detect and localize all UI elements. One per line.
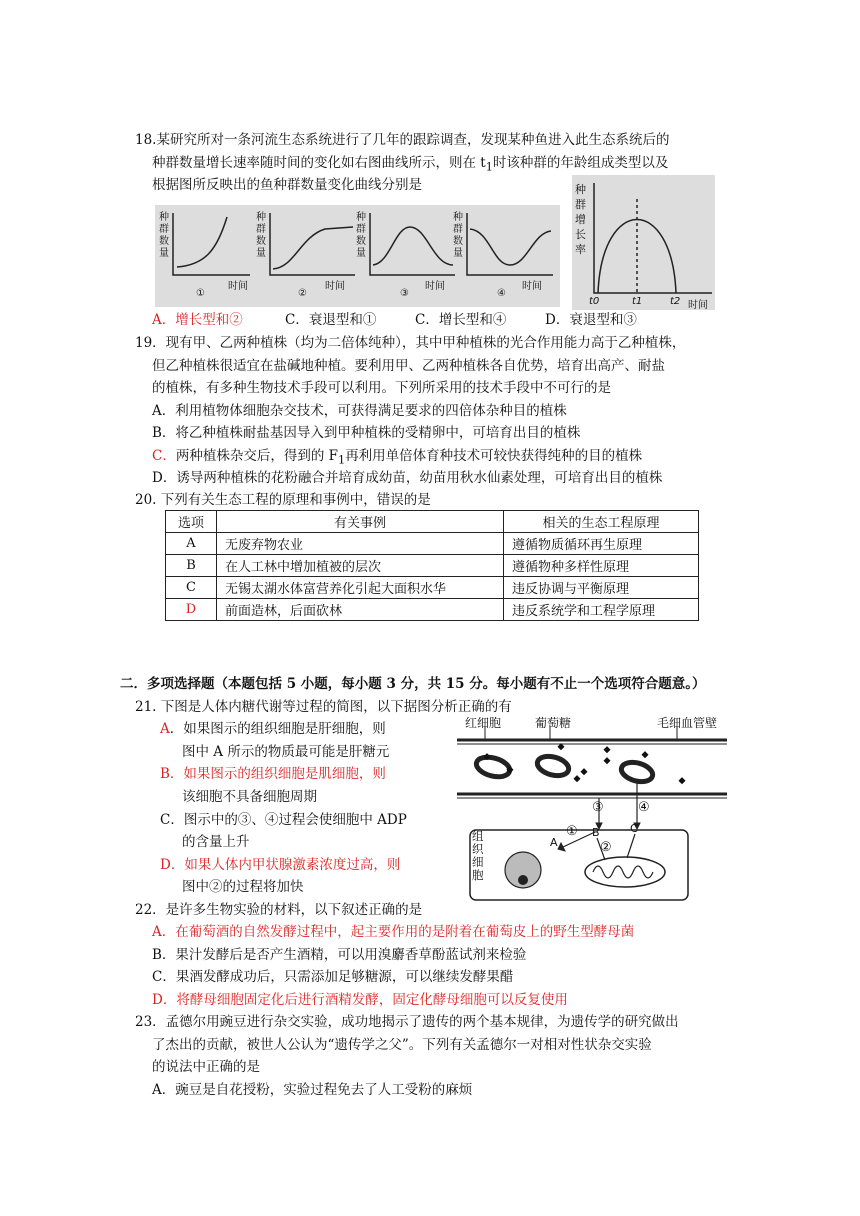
label-process-2: ② (600, 840, 612, 855)
graph4-xlabel: 时间 (522, 281, 542, 292)
t2-label: t2 (670, 296, 681, 307)
graph3-number: ③ (400, 288, 409, 299)
table-header-row (166, 511, 699, 533)
graph2-xlabel: 时间 (325, 281, 345, 292)
q22-option-d[interactable]: D．将酵母细胞固定化后进行酒精发酵，固定化酵母细胞可以反复使用 (152, 992, 568, 1008)
label-A: A (550, 836, 558, 849)
q18-stem-1: 某研究所对一条河流生态系统进行了几年的跟踪调查，发现某种鱼进入此生态系统后的 (156, 132, 670, 148)
q21-option-a[interactable]: A．如果图示的组织细胞是肝细胞，则 (160, 721, 386, 737)
q18-stem-2b: 时该种群的年龄组成类型以及 (492, 155, 669, 171)
graph2-ylabel: 种群数量 (256, 212, 266, 259)
row-option: A (166, 533, 217, 555)
q18-option-d[interactable]: D．衰退型和③ (545, 312, 637, 328)
q19-stem-2: 但乙种植株很适宜在盐碱地种植。要利用甲、乙两种植株各自优势，培育出高产、耐盐 (152, 358, 665, 374)
label-tissue-cell: 组织细胞 (472, 829, 484, 882)
q23-option-a[interactable]: A．豌豆是自花授粉，实验过程免去了人工受粉的麻烦 (152, 1082, 473, 1098)
t1-label: t1 (632, 296, 643, 307)
table-row (166, 599, 699, 621)
graph4-ylabel: 种群数量 (453, 212, 463, 259)
row-example: 无锡太湖水体富营养化引起大面积水华 (217, 577, 504, 599)
graph4-number: ④ (497, 288, 506, 299)
q21-option-c-2: 的含量上升 (182, 834, 250, 850)
row-example: 在人工林中增加植被的层次 (217, 555, 504, 577)
q18-line1 (135, 130, 669, 150)
q21-stem: 21. 下图是人体内糖代谢等过程的简图，以下据图分析正确的有 (135, 699, 512, 715)
row-principle: 违反系统学和工程学原理 (504, 599, 699, 621)
tissue-cell (470, 830, 688, 900)
q19-option-a[interactable]: A．利用植物体细胞杂交技术，可获得满足要求的四倍体杂种目的植株 (152, 403, 567, 419)
q22-option-c[interactable]: C．果酒发酵成功后，只需添加足够糖源，可以继续发酵果醋 (152, 969, 514, 985)
row-principle: 遵循物种多样性原理 (504, 555, 699, 577)
graph2-curve-s (273, 227, 353, 269)
q23-stem-3: 的说法中正确的是 (152, 1059, 260, 1075)
q18-stem-3: 根据图所反映出的鱼种群数量变化曲线分别是 (152, 177, 422, 193)
row-principle: 遵循物质循环再生原理 (504, 533, 699, 555)
label-process-3: ③ (592, 800, 604, 815)
q18-line2 (152, 153, 668, 178)
q20-table (165, 510, 699, 621)
q18-big-graph (572, 175, 715, 310)
section-2-heading: 二．多项选择题（本题包括 5 小题，每小题 3 分，共 15 分。每小题有不止一个选项符合题意。） (120, 676, 706, 692)
graph1-ylabel: 种群数量 (159, 212, 169, 259)
q19-option-c[interactable] (152, 446, 642, 471)
q20-stem: 20. 下列有关生态工程的原理和事例中，错误的是 (135, 492, 431, 508)
label-red-blood-cell: 红细胞 (465, 716, 502, 730)
q21-option-b[interactable]: B．如果图示的组织细胞是肌细胞，则 (160, 766, 386, 782)
graph4-curve-valley (470, 229, 551, 265)
red-blood-cell (619, 759, 655, 785)
q23-stem-1: 23．孟德尔用豌豆进行杂交实验，成功地揭示了遗传的两个基本规律，为遗传学的研究做出 (135, 1014, 679, 1030)
q21-option-b-2: 该细胞不具备细胞周期 (182, 789, 317, 805)
q18-stem-2: 种群数量增长速率随时间的变化如右图曲线所示，则在 t (152, 155, 486, 171)
q22-option-a[interactable]: A．在葡萄酒的自然发酵过程中，起主要作用的是附着在葡萄皮上的野生型酵母菌 (152, 924, 635, 940)
graph1-xlabel: 时间 (228, 281, 248, 292)
graph1-number: ① (196, 288, 205, 299)
q21-option-a-2: 图中 A 所示的物质最可能是肝糖元 (182, 744, 390, 760)
row-option: B (166, 555, 217, 577)
graph3-xlabel: 时间 (425, 281, 445, 292)
table-row (166, 577, 699, 599)
label-C: C (630, 822, 638, 835)
q19-option-d[interactable]: D．诱导两种植株的花粉融合并培育成幼苗，幼苗用秋水仙素处理，可培育出目的植株 (152, 470, 663, 486)
q22-option-b[interactable]: B．果汁发酵后是否产生酒精，可以用溴麝香草酚蓝试剂来检验 (152, 947, 527, 963)
row-example: 无废弃物农业 (217, 533, 504, 555)
row-option: C (166, 577, 217, 599)
q19-option-c-label: C． (152, 448, 176, 464)
header-option: 选项 (166, 511, 217, 533)
label-glucose: 葡萄糖 (535, 716, 572, 730)
q19-option-c-text: 两种植株杂交后，得到的 F (175, 448, 339, 464)
red-blood-cell (535, 753, 571, 779)
row-option: D (166, 599, 217, 621)
f1-subscript: 1 (338, 453, 346, 467)
row-principle: 违反协调与平衡原理 (504, 577, 699, 599)
q19-option-c-tail: 再利用单倍体育种技术可较快获得纯种的目的植株 (345, 448, 643, 464)
q19-stem-1: 19．现有甲、乙两种植株（均为二倍体纯种），其中甲种植株的光合作用能力高于乙种植株， (135, 335, 686, 351)
red-blood-cell (474, 754, 512, 780)
q21-option-d-2: 图中②的过程将加快 (182, 879, 304, 895)
graph1-curve-j (177, 217, 227, 267)
q21-metabolism-figure (455, 712, 727, 902)
q18-number: 18. (135, 132, 157, 148)
header-principle: 相关的生态工程原理 (504, 511, 699, 533)
big-graph-ylabel: 种群增长率 (575, 183, 586, 256)
q23-stem-2: 了杰出的贡献，被世人公认为“遗传学之父”。下列有关孟德尔一对相对性状杂交实验 (152, 1037, 652, 1053)
q19-option-b[interactable]: B．将乙种植株耐盐基因导入到甲种植株的受精卵中，可培育出目的植株 (152, 425, 581, 441)
label-process-1: ① (566, 824, 578, 839)
q22-stem: 22．是许多生物实验的材料，以下叙述正确的是 (135, 902, 423, 918)
table-row (166, 555, 699, 577)
row-example: 前面造林，后面砍林 (217, 599, 504, 621)
t1-subscript: 1 (485, 160, 493, 174)
label-B: B (592, 826, 600, 839)
graph2-number: ② (298, 288, 307, 299)
big-graph-xlabel: 时间 (688, 300, 708, 311)
glucose-dots (483, 743, 685, 784)
graph3-curve-hump (373, 227, 453, 265)
label-capillary-wall: 毛细血管壁 (657, 716, 718, 730)
label-process-4: ④ (638, 800, 650, 815)
table-row (166, 533, 699, 555)
t0-label: t0 (589, 296, 600, 307)
graph3-axes (370, 213, 455, 275)
header-example: 有关事例 (217, 511, 504, 533)
q21-option-c[interactable]: C．图示中的③、④过程会使细胞中 ADP (160, 812, 407, 828)
q18-option-a[interactable]: A．增长型和② (152, 312, 243, 328)
q19-stem-3: 的植株，有多种生物技术手段可以利用。下列所采用的技术手段中不可行的是 (152, 380, 611, 396)
graph3-ylabel: 种群数量 (356, 212, 366, 259)
q18-option-c[interactable]: C．增长型和④ (415, 312, 507, 328)
q21-option-d[interactable]: D．如果人体内甲状腺激素浓度过高，则 (160, 857, 401, 873)
q18-option-b[interactable]: C．衰退型和① (285, 312, 377, 328)
